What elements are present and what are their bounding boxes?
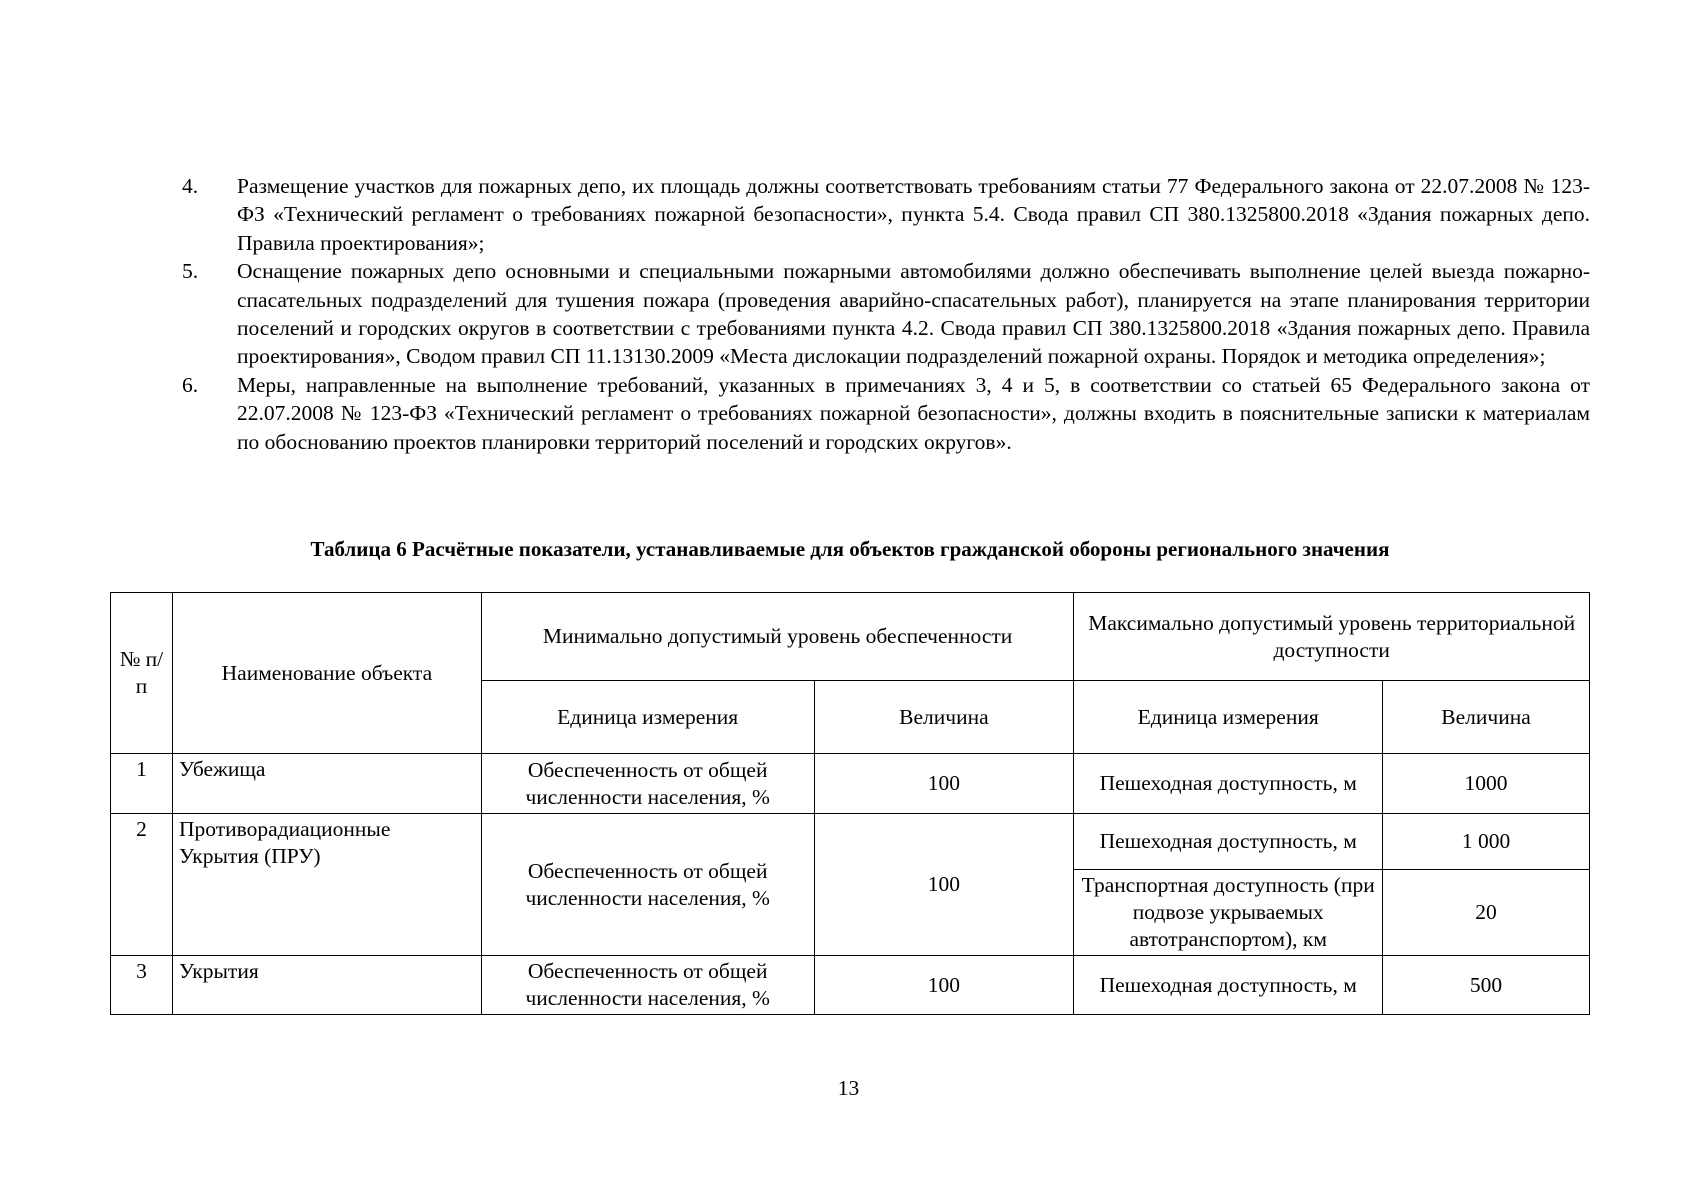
cell-num: 1 [111,754,173,814]
note-item [182,172,1590,257]
table-caption: Таблица 6 Расчётные показатели, устанавливаемые для объектов гражданской обороны регионального значения [310,537,1390,561]
note-item [182,371,1590,456]
cell-max-value-2: 20 [1383,870,1590,956]
note-number: 5. [182,259,199,284]
header-min-unit: Единица измерения [481,681,814,754]
note-number: 6. [182,372,199,397]
page-number: 13 [837,1076,860,1100]
cell-min-value: 100 [814,754,1074,814]
header-max-value: Величина [1383,681,1590,754]
cell-max-unit: Пешеходная доступность, м [1074,814,1383,870]
table-row [111,754,1590,814]
cell-name: Убежища [172,754,481,814]
cell-name: Укрытия [172,956,481,1015]
note-text: Меры, направленные на выполнение требований, указанных в примечаниях 3, 4 и 5, в соответствии со статьей 65 Федерального закона от 22.07.2008 № 123-ФЗ «Технический регламент о требованиях пожарной безопасности», должны входить в пояснительные записки к материалам по обоснованию проектов планировки территорий поселений и городских округов». [237,372,1590,454]
cell-min-value: 100 [814,814,1074,956]
cell-num: 2 [111,814,173,956]
header-num: № п/п [111,593,173,754]
header-name: Наименование объекта [172,593,481,754]
note-number: 4. [182,174,199,198]
note-item [182,257,1590,371]
table-header-row [111,593,1590,681]
notes-list [182,172,1590,456]
cell-max-value: 1000 [1383,754,1590,814]
cell-name: Противорадиационные Укрытия (ПРУ) [172,814,481,956]
header-max-unit: Единица измерения [1074,681,1383,754]
header-max-group: Максимально допустимый уровень территориальной доступности [1074,593,1590,681]
cell-min-unit: Обеспеченность от общей численности населения, % [481,814,814,956]
cell-max-unit: Пешеходная доступность, м [1074,956,1383,1015]
cell-num: 3 [111,956,173,1015]
cell-min-unit: Обеспеченность от общей численности населения, % [481,956,814,1015]
cell-max-unit-2: Транспортная доступность (при подвозе укрываемых автотранспортом), км [1074,870,1383,956]
cell-min-unit: Обеспеченность от общей численности населения, % [481,754,814,814]
cell-max-unit: Пешеходная доступность, м [1074,754,1383,814]
cell-max-value: 500 [1383,956,1590,1015]
civil-defense-table [110,592,1590,1015]
table-row [111,956,1590,1015]
header-min-value: Величина [814,681,1074,754]
note-text: Размещение участков для пожарных депо, их площадь должны соответствовать требованиям статьи 77 Федерального закона от 22.07.2008 № 123-ФЗ «Технический регламент о требованиях пожарной безопасности», пункта 5.4. Свода правил СП 380.1325800.2018 «Здания пожарных депо. Правила проектирования»; [237,174,1590,255]
table-row [111,814,1590,870]
cell-min-value: 100 [814,956,1074,1015]
cell-max-value: 1 000 [1383,814,1590,870]
note-text: Оснащение пожарных депо основными и специальными пожарными автомобилями должно обеспечивать выполнение целей выезда пожарно-спасательных подразделений для тушения пожара (проведения аварийно-спасательных работ), планируется на этапе планирования территории поселений и городских округов в соответствии с требованиями пункта 4.2. Свода правил СП 380.1325800.2018 «Здания пожарных депо. Правила проектирования», Сводом правил СП 11.13130.2009 «Места дислокации подразделений пожарной охраны. Порядок и методика определения»; [237,259,1590,369]
header-min-group: Минимально допустимый уровень обеспеченности [481,593,1074,681]
